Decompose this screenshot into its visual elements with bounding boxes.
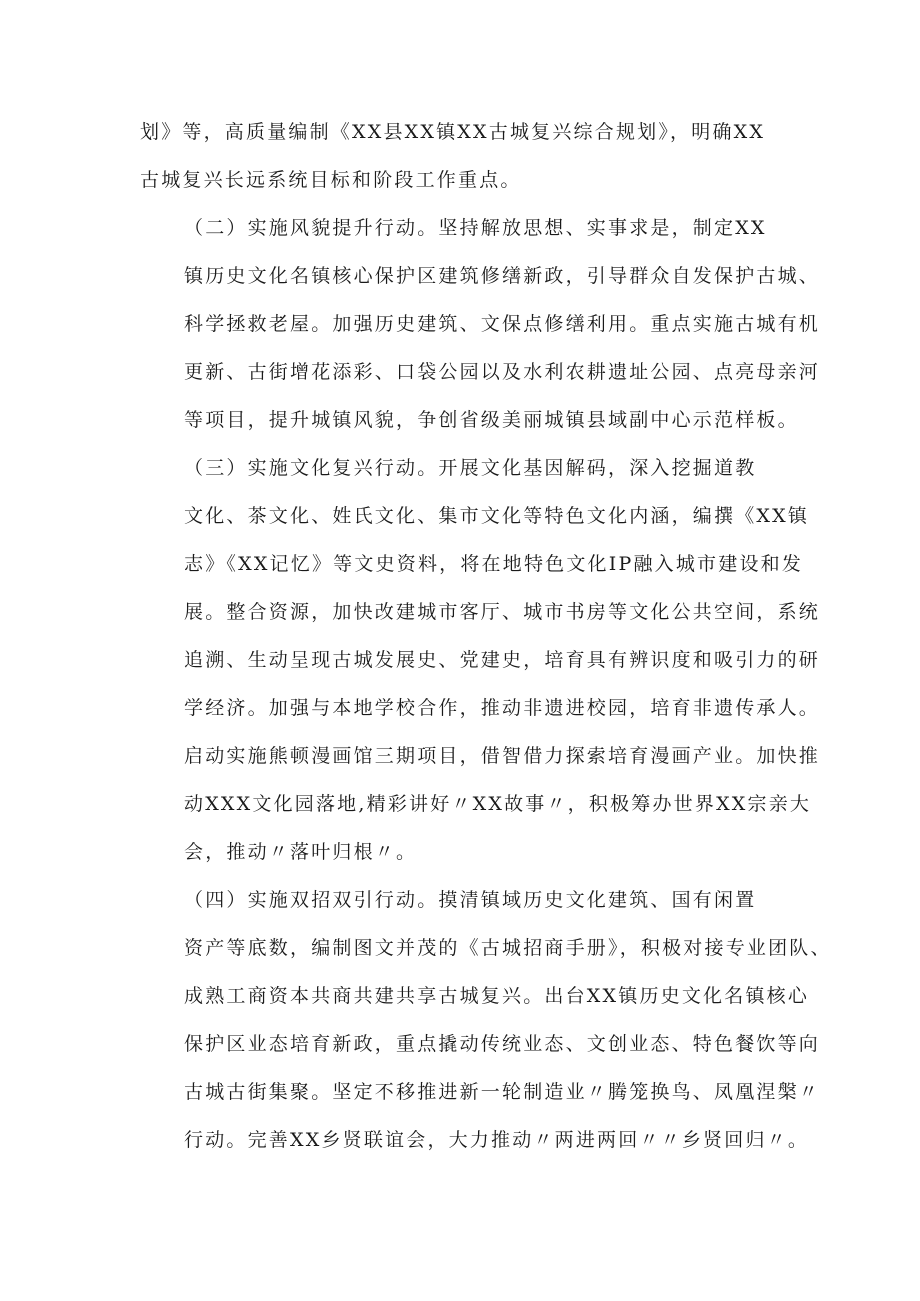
text-line: 资产等底数，编制图文并茂的《古城招商手册》，积极对接专业团队、 xyxy=(184,937,832,959)
text-line: （二）实施风貌提升行动。坚持解放思想、实事求是，制定XX xyxy=(184,217,767,239)
paragraph-planning-continued xyxy=(140,108,780,204)
text-line: （三）实施文化复兴行动。开展文化基因解码，深入挖掘道教 xyxy=(184,457,757,479)
text-line: 追溯、生动呈现古城发展史、党建史，培育具有辨识度和吸引力的研 xyxy=(184,649,821,671)
text-line: 镇历史文化名镇核心保护区建筑修缮新政，引导群众自发保护古城、 xyxy=(184,265,821,287)
paragraph-cultural-revival xyxy=(140,444,821,876)
text-line: 文化、茶文化、姓氏文化、集市文化等特色文化内涵，编撰《XX镇 xyxy=(184,505,810,527)
text-line: 展。整合资源，加快改建城市客厅、城市书房等文化公共空间，系统 xyxy=(184,601,821,623)
text-line: 更新、古街增花添彩、口袋公园以及水利农耕遗址公园、点亮母亲河 xyxy=(184,361,821,383)
text-line: 志》《XX记忆》等文史资料，将在地特色文化IP融入城市建设和发 xyxy=(184,553,804,575)
text-line: 动XXX文化园落地,精彩讲好〃XX故事〃，积极筹办世界XX宗亲大 xyxy=(184,793,812,815)
text-line: 会，推动〃落叶归根〃。 xyxy=(184,841,418,863)
paragraph-townscape-upgrade xyxy=(140,204,821,444)
text-line: 行动。完善XX乡贤联谊会，大力推动〃两进两回〃〃乡贤回归〃。 xyxy=(184,1129,810,1151)
document-body xyxy=(140,108,832,1164)
text-line: 科学拯救老屋。加强历史建筑、文保点修缮利用。重点实施古城有机 xyxy=(184,313,821,335)
text-line: 等项目，提升城镇风貌，争创省级美丽城镇县域副中心示范样板。 xyxy=(184,409,799,431)
text-line: 保护区业态培育新政，重点撬动传统业态、文创业态、特色餐饮等向 xyxy=(184,1033,821,1055)
text-line: 启动实施熊顿漫画馆三期项目，借智借力探索培育漫画产业。加快推 xyxy=(184,745,821,767)
text-line: 古城古街集聚。坚定不移推进新一轮制造业〃腾笼换鸟、凤凰涅槃〃 xyxy=(184,1081,821,1103)
text-line: 学经济。加强与本地学校合作，推动非遗进校园，培育非遗传承人。 xyxy=(184,697,821,719)
text-line: 成熟工商资本共商共建共享古城复兴。出台XX镇历史文化名镇核心 xyxy=(184,985,810,1007)
paragraph-investment-attraction xyxy=(140,876,832,1164)
text-line: （四）实施双招双引行动。摸清镇域历史文化建筑、国有闲置 xyxy=(184,889,757,911)
text-line: 划》等，高质量编制《XX县XX镇XX古城复兴综合规划》，明确XX xyxy=(140,121,766,143)
text-line: 古城复兴长远系统目标和阶段工作重点。 xyxy=(140,169,522,191)
